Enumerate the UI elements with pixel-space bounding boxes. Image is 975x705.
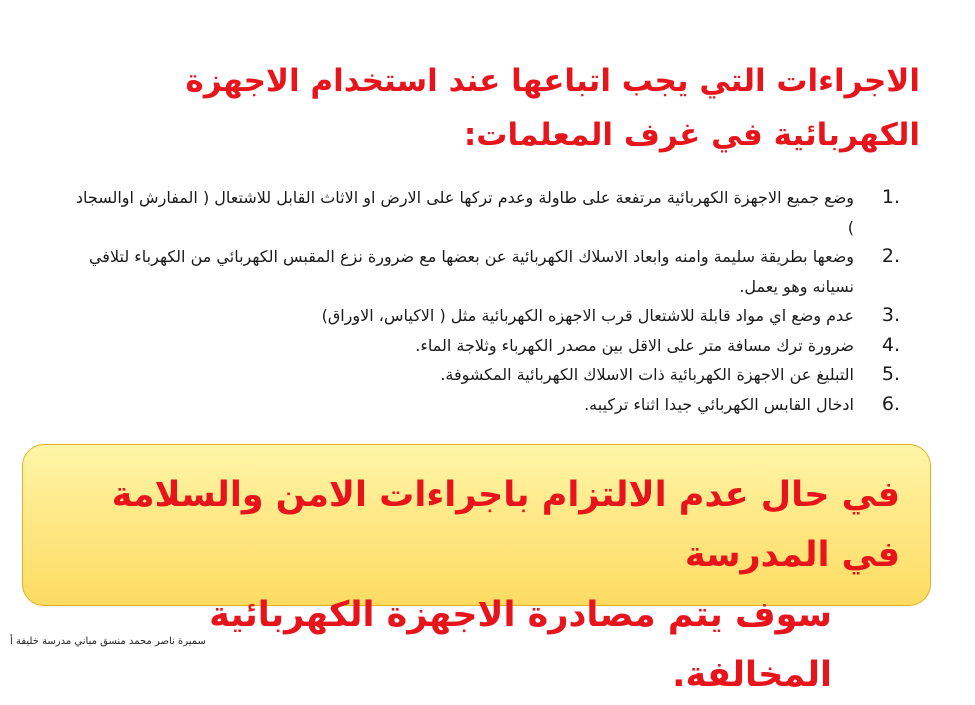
warning-line-2: سوف يتم مصادرة الاجهزة الكهربائية المخالفة. — [209, 595, 832, 695]
warning-line-1: في حال عدم الالتزام باجراءات الامن والسلامة في المدرسة — [111, 475, 900, 575]
page-title: الاجراءات التي يجب اتباعها عند استخدام الاجهزة الكهربائية في غرف المعلمات: — [185, 63, 920, 153]
item-text: ادخال القابس الكهربائي جيدا اثناء تركيبه. — [584, 394, 854, 414]
footer-credit: سميرة ناصر محمد منسق مباني مدرسة خليفة أ — [10, 636, 206, 647]
item-text: ضرورة ترك مسافة متر على الاقل بين مصدر الكهرباء وثلاجة الماء. — [415, 335, 854, 355]
item-text: وضع جميع الاجهزة الكهربائية مرتفعة على طاولة وعدم تركها على الارض او الاثاث القابل للاشتعال ( المفارش اوالسجاد ) — [75, 188, 854, 237]
list-item — [70, 331, 900, 361]
list-item — [70, 390, 900, 420]
item-number: 5. — [881, 363, 900, 385]
item-number: 3. — [881, 304, 900, 326]
list-item — [70, 183, 900, 242]
item-text: التبليغ عن الاجهزة الكهربائية ذات الاسلاك الكهربائية المكشوفة. — [440, 365, 854, 384]
item-number: 4. — [881, 333, 900, 356]
list-item — [70, 242, 900, 301]
item-number: 6. — [881, 392, 900, 415]
list-item — [70, 360, 900, 390]
item-number: 2. — [881, 245, 900, 267]
warning-text — [53, 465, 900, 705]
item-text: وضعها بطريقة سليمة وامنه وابعاد الاسلاك الكهربائية عن بعضها مع ضرورة نزع المقبس الكهربائي من الكهرباء لتلافي نسيانه وهو يعمل. — [88, 247, 854, 296]
item-text: عدم وضع اي مواد قابلة للاشتعال قرب الاجهزه الكهربائية مثل ( الاكياس، الاوراق) — [321, 306, 854, 325]
list-item — [70, 301, 900, 331]
item-number: 1. — [881, 186, 900, 208]
procedures-list — [70, 183, 900, 419]
